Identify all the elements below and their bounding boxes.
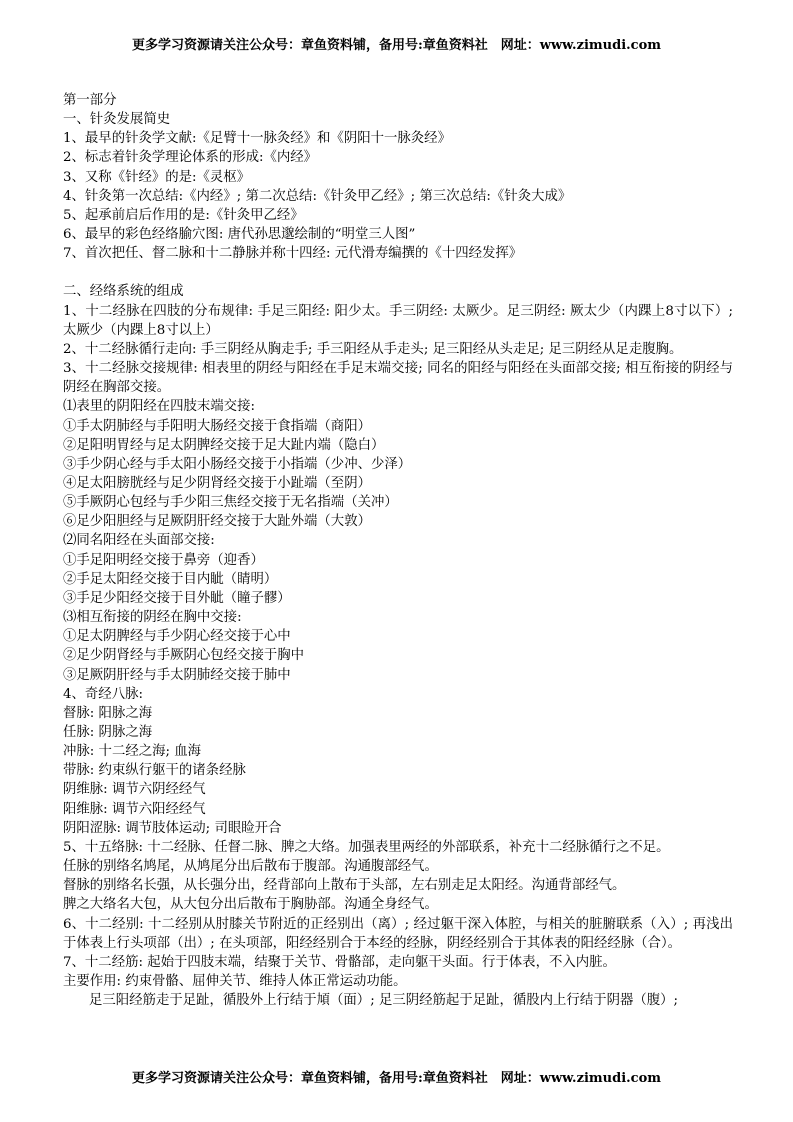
text-line: ①手太阴肺经与手阳明大肠经交接于食指端（商阳） [63,418,371,434]
text-line: 5、起承前启后作用的是:《针灸甲乙经》 [63,207,304,223]
text-line: 阴维脉: 调节六阴经经气 [63,782,206,798]
text-line: ③足厥阴肝经与手太阴肺经交接于肺中 [63,667,291,683]
text-line: ⑵同名阳经在头面部交接: [63,533,215,549]
text-line: 冲脉: 十二经之海; 血海 [63,744,202,760]
footer-banner: 更多学习资源请关注公众号：章鱼资料铺，备用号:章鱼资料社 网址：www.zimudi.com [131,1071,661,1086]
section-heading: 二、经络系统的组成 [63,284,184,300]
text-line: 督脉: 阳脉之海 [63,705,153,721]
text-line: 2、十二经脉循行走向: 手三阴经从胸走手; 手三阳经从手走头; 足三阳经从头走足; 足三阴经从足走腹胸。 [63,341,683,357]
text-line: ④足太阳膀胱经与足少阴肾经交接于小趾端（至阴） [63,475,371,491]
text-line: 7、十二经筋: 起始于四肢末端，结聚于关节、骨骼部，走向躯干头面。行于体表，不入内脏。 [63,954,616,970]
text-line: ③手少阴心经与手太阳小肠经交接于小指端（少冲、少泽） [63,456,412,472]
text-line: 脾之大络名大包，从大包分出后散布于胸胁部。沟通全身经气。 [63,897,438,913]
text-line: ②手足太阳经交接于目内眦（睛明） [63,571,278,587]
blank-line [63,263,733,282]
header-banner: 更多学习资源请关注公众号：章鱼资料铺，备用号:章鱼资料社 网址：www.zimudi.com [131,38,661,53]
text-line: 足三阳经筋走于足趾，循股外上行结于頄（面）; 足三阴经筋起于足趾，循股内上行结于阴器（腹）; [89,993,679,1009]
text-line: 带脉: 约束纵行躯干的诸条经脉 [63,763,246,779]
text-line: 4、奇经八脉: [63,686,143,702]
text-line: ⑴表里的阴阳经在四肢末端交接: [63,399,255,415]
text-line: 5、十五络脉: 十二经脉、任督二脉、脾之大络。加强表里两经的外部联系，补充十二经脉循行之不足。 [63,839,670,855]
text-line: 6、最早的彩色经络腧穴图: 唐代孙思邈绘制的“明堂三人图” [63,227,416,243]
text-line: ⑶相互衔接的阴经在胸中交接: [63,610,242,626]
text-line: ①足太阴脾经与手少阴心经交接于心中 [63,629,291,645]
text-line: 任脉: 阴脉之海 [63,725,153,740]
text-line: ⑥足少阳胆经与足厥阴肝经交接于大趾外端（大敦） [63,514,371,530]
document-body [63,91,733,1010]
text-line: 阴阳涩脉: 调节肢体运动; 司眼睑开合 [63,820,282,836]
text-line: ⑤手厥阴心包经与手少阳三焦经交接于无名指端（关冲） [63,495,398,511]
text-line: 1、最早的针灸学文献:《足臂十一脉灸经》和《阴阳十一脉灸经》 [63,131,451,147]
section-heading: 一、针灸发展简史 [63,112,171,128]
text-line: 督脉的别络名长强，从长强分出，经背部向上散布于头部，左右别走足太阳经。沟通背部经气。 [63,878,626,894]
text-line: 7、首次把任、督二脉和十二静脉并称十四经: 元代滑寿编撰的《十四经发挥》 [63,246,523,262]
text-line: 4、针灸第一次总结:《内经》; 第二次总结:《针灸甲乙经》; 第三次总结:《针灸大成》 [63,188,572,204]
text-line: 任脉的别络名鸠尾，从鸠尾分出后散布于腹部。沟通腹部经气。 [63,859,438,875]
text-line: ③手足少阳经交接于目外眦（瞳子髎） [63,590,291,606]
text-line: ②足少阴肾经与手厥阴心包经交接于胸中 [63,648,305,664]
text-line: 1、十二经脉在四肢的分布规律: 手足三阳经: 阳少太。手三阴经: 太厥少。足三阴经: 厥太少（内踝上8寸以下）; 太厥少（内踝上8寸以上） [63,303,733,338]
text-line: 6、十二经别: 十二经别从肘膝关节附近的正经别出（离）; 经过躯干深入体腔，与相关的脏腑联系（入）; 再浅出于体表上行头项部（出）; 在头项部，阳经经别合于本经的经脉，阴经经别合于其体表的阳经经脉（合）。 [63,916,733,951]
text-line: 3、十二经脉交接规律: 相表里的阴经与阳经在手足末端交接; 同名的阳经与阳经在头面部交接; 相互衔接的阴经与阴经在胸部交接。 [63,361,733,396]
text-line: 主要作用: 约束骨骼、屈伸关节、维持人体正常运动功能。 [63,974,407,990]
text-line: 阳维脉: 调节六阳经经气 [63,801,206,817]
text-line: 3、又称《针经》的是:《灵枢》 [63,169,251,185]
text-line: 2、标志着针灸学理论体系的形成:《内经》 [63,150,318,166]
text-line: ①手足阳明经交接于鼻旁（迎香） [63,552,264,568]
text-line: ②足阳明胃经与足太阴脾经交接于足大趾内端（隐白） [63,437,385,453]
part-heading: 第一部分 [63,93,117,108]
